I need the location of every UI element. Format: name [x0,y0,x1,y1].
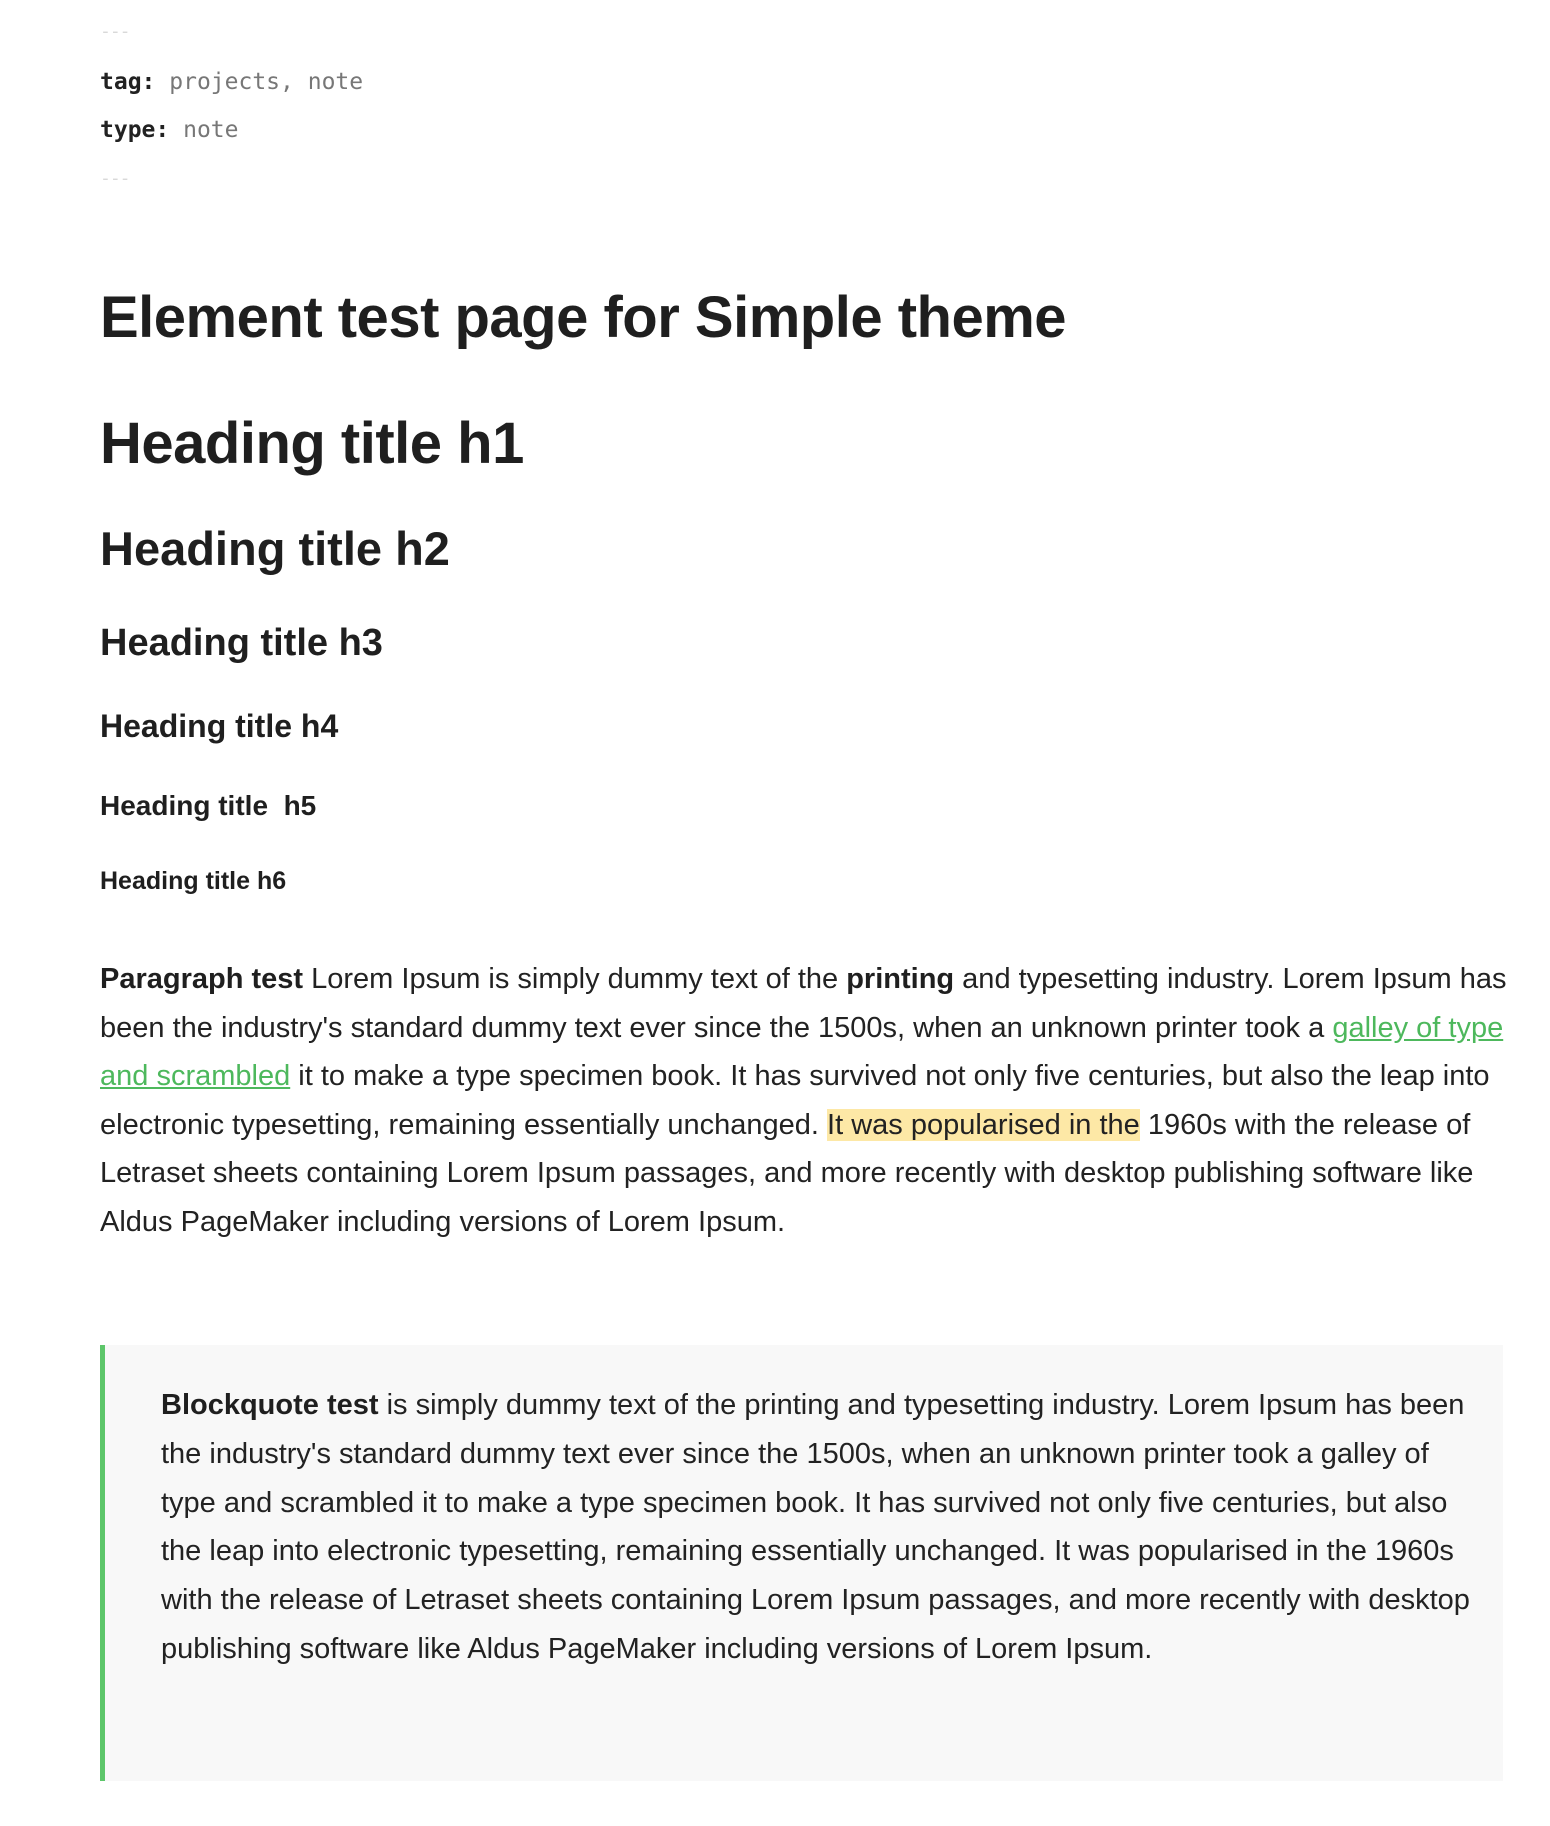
heading-h2: Heading title h2 [100,522,450,575]
heading-h5: Heading title h5 [100,790,317,821]
blockquote [100,1345,1503,1781]
frontmatter-type-key: type [100,117,156,143]
paragraph-bold-word: printing [846,963,955,995]
blockquote-bold-lead: Blockquote test [161,1389,379,1421]
heading-h3: Heading title h3 [100,622,383,664]
paragraph-text: and typesetting industry. Lorem Ipsum has been the industry's standard dummy text ever since the 1500s, when an unknown printer took a [100,963,1507,1044]
frontmatter-separator: : [155,117,184,143]
blockquote-text [161,1381,1471,1674]
blockquote-body: is simply dummy text of the printing and typesetting industry. Lorem Ipsum has been the industry's standard dummy text ever since the 1500s, when an unknown printer took a galley of type and scrambled it to make a type specimen book. It has survived not only five centuries, but also the leap into electronic typesetting, remaining essentially unchanged. It was popularised in the 1960s with the release of Letraset sheets containing Lorem Ipsum passages, and more recently with desktop publishing software like Aldus PageMaker including versions of Lorem Ipsum. [161,1389,1470,1665]
frontmatter-type-line[interactable] [100,115,238,145]
heading-h6: Heading title h6 [100,867,287,895]
frontmatter-tag-value: projects, note [169,69,364,95]
paragraph-test [100,955,1510,1247]
paragraph-text: 1960s with the release of Letraset sheets containing Lorem Ipsum passages, and more recently with desktop publishing software like Aldus PageMaker including versions of Lorem Ipsum. [100,1108,1474,1238]
frontmatter-separator: : [141,69,170,95]
paragraph-text: it to make a type specimen book. It has survived not only five centuries, but also the leap into electronic typesetting, remaining essentially unchanged. [100,1060,1490,1141]
frontmatter-tag-key: tag [100,69,142,95]
paragraph-highlight: It was popularised in the [827,1108,1140,1141]
paragraph-bold-lead: Paragraph test [100,963,304,995]
page-title: Element test page for Simple theme [100,285,1067,350]
frontmatter-type-value: note [183,117,239,143]
frontmatter-rule-bottom: --- [100,173,130,185]
paragraph-text: Lorem Ipsum is simply dummy text of the [303,963,847,995]
heading-h4: Heading title h4 [100,708,339,744]
frontmatter-rule-top: --- [100,26,130,38]
heading-h1: Heading title h1 [100,411,524,476]
frontmatter-tag-line[interactable] [100,67,363,97]
paragraph-link[interactable]: galley of type and scrambled [100,1011,1504,1093]
